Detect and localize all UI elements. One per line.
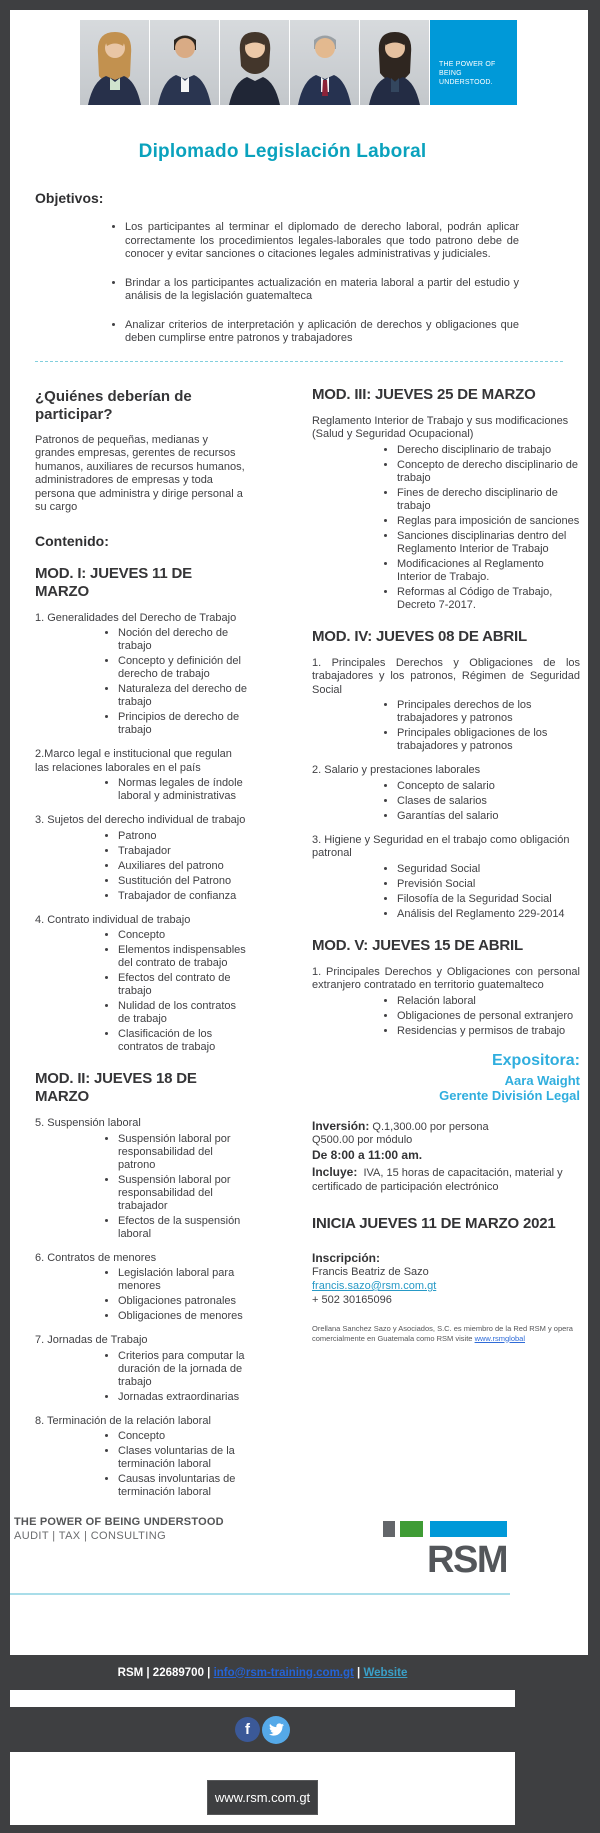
bullet-item: • Auxiliares del patrono (118, 860, 249, 873)
bullet-item: • Nulidad de los contratos de trabajo (118, 1000, 249, 1026)
facebook-icon[interactable]: f (235, 1717, 260, 1742)
bullet-item: • Relación laboral (397, 995, 580, 1008)
inversion-label: Inversión: (312, 1118, 370, 1133)
header-photo-strip (80, 20, 517, 105)
expositora-name: Aara Waight (504, 1072, 580, 1088)
logo-block-green (400, 1521, 423, 1537)
bullet-list (100, 777, 249, 803)
bullet-item: • Patrono (118, 830, 249, 843)
info-email-link[interactable]: info@rsm-training.com.gt (213, 1666, 354, 1679)
participate-heading: ¿Quiénes deberían de participar? (35, 387, 192, 423)
bullet-item: • Fines de derecho disciplinario de trabajo (397, 487, 580, 513)
start-date-heading: INICIA JUEVES 11 DE MARZO 2021 (312, 1215, 556, 1232)
module-title: MOD. I: JUEVES 11 DE MARZO (35, 564, 192, 600)
section-title: 3. Higiene y Seguridad en el trabajo como obligación patronal (312, 833, 570, 859)
module-title: MOD. IV: JUEVES 08 DE ABRIL (312, 627, 527, 645)
person-photo-3 (220, 20, 289, 105)
bullet-list (100, 1430, 249, 1499)
person-silhouette (150, 20, 219, 105)
section-title: 8. Terminación de la relación laboral (35, 1414, 211, 1427)
power-line-2: BEING UNDERSTOOD. (439, 70, 493, 86)
objetivos-list (107, 221, 519, 346)
section-title: 1. Principales Derechos y Obligaciones con personal extranjero contratado en territorio guatemalteco (312, 965, 580, 991)
incluye-line (312, 1166, 580, 1194)
module-title: MOD. III: JUEVES 25 DE MARZO (312, 385, 536, 403)
bullet-list (100, 1133, 249, 1241)
expositora-block (312, 1052, 580, 1103)
bullet-item: • Previsión Social (397, 878, 580, 891)
twitter-icon[interactable] (262, 1716, 290, 1744)
bullet-item: • Analizar criterios de interpretación y aplicación de derechos y obligaciones que deben cumplirse entre patronos y trabajadores (125, 319, 519, 346)
section-title: 1. Principales Derechos y Obligaciones de los trabajadores y los patronos, Régimen de Seguridad Social (312, 656, 580, 696)
bullet-item: • Residencias y permisos de trabajo (397, 1025, 580, 1038)
module-price: Q500.00 por módulo (312, 1134, 413, 1146)
bullet-list (379, 780, 580, 823)
bullet-item: • Concepto (118, 1430, 249, 1443)
power-line-1: THE POWER OF (439, 61, 496, 68)
bullet-item: • Efectos de la suspensión laboral (118, 1215, 249, 1241)
bullet-item: • Los participantes al terminar el diplomado de derecho laboral, podrán aplicar correctamente los procedimientos legales-laborales que todo patrono debe de conocer y evitar sanciones o citaciones legales administrativas y judiciales. (125, 221, 519, 262)
expositora-label: Expositora: (491, 1051, 580, 1069)
right-column-blocks (312, 386, 580, 1038)
bullet-item: • Derecho disciplinario de trabajo (397, 444, 580, 457)
person-silhouette (80, 20, 149, 105)
disclaimer-text: Orellana Sanchez Sazo y Asociados, S.C. es miembro de la Red RSM y opera comercialmente en Guatemala como RSM visite (312, 1324, 573, 1343)
section-title: 5. Suspensión laboral (35, 1117, 141, 1129)
bullet-item: • Suspensión laboral por responsabilidad del trabajador (118, 1174, 249, 1213)
inversion-value: Q.1,300.00 por persona (372, 1120, 489, 1133)
person-photo-5 (360, 20, 429, 105)
incluye-value: IVA, 15 horas de capacitación, material y certificado de participación electrónico (312, 1167, 563, 1193)
module-title: MOD. V: JUEVES 15 DE ABRIL (312, 936, 523, 954)
bullet-item: • Obligaciones de menores (118, 1310, 249, 1323)
contact-info-bar (0, 1655, 525, 1690)
section-title: 2.Marco legal e institucional que regulan las relaciones laborales en el país (35, 748, 232, 774)
bullet-item: • Reformas al Código de Trabajo, Decreto 7-2017. (397, 586, 580, 612)
white-strip (10, 1690, 515, 1707)
section-title: 6. Contratos de menores (35, 1251, 157, 1264)
inversion-line (312, 1120, 580, 1135)
power-of-being-understood-box (430, 20, 517, 105)
bullet-item: • Concepto (118, 929, 249, 942)
teal-divider (10, 1593, 510, 1595)
bullet-item: • Modificaciones al Reglamento Interior de Trabajo. (397, 558, 580, 584)
bullet-item: • Obligaciones patronales (118, 1295, 249, 1308)
person-silhouette (360, 20, 429, 105)
bullet-item: • Concepto de derecho disciplinario de trabajo (397, 459, 580, 485)
info-prefix: RSM | 22689700 | (117, 1666, 214, 1679)
website-button[interactable]: www.rsm.com.gt (207, 1780, 318, 1815)
rsm-logo-blocks (383, 1521, 507, 1537)
contact-name: Francis Beatriz de Sazo (312, 1266, 429, 1278)
rsmglobal-link[interactable]: www.rsmglobal (474, 1333, 525, 1343)
bullet-item: • Sustitución del Patrono (118, 875, 249, 888)
participate-text: Patronos de pequeñas, medianas y grandes empresas, gerentes de recursos humanos, auxiliares de recursos humanos, administradores de empresas y toda persona que administra y dirige personal a su cargo (35, 433, 245, 513)
contact-phone: + 502 30165096 (312, 1294, 392, 1306)
section-title: 3. Sujetos del derecho individual de trabajo (35, 814, 246, 826)
bullet-item: • Causas involuntarias de terminación laboral (118, 1473, 249, 1499)
bullet-item: • Noción del derecho de trabajo (118, 627, 249, 653)
section-title: 4. Contrato individual de trabajo (35, 913, 191, 926)
info-separator: | (353, 1666, 364, 1679)
disclaimer (312, 1324, 588, 1343)
bullet-list (100, 830, 249, 903)
objetivos-heading: Objetivos: (35, 190, 104, 206)
bullet-item: • Efectos del contrato de trabajo (118, 972, 249, 998)
section-title: 2. Salario y prestaciones laborales (312, 764, 481, 776)
bullet-item: • Análisis del Reglamento 229-2014 (397, 908, 580, 921)
incluye-label: Incluye: (312, 1165, 358, 1179)
pricing-block (312, 1120, 580, 1195)
bullet-item: • Filosofía de la Seguridad Social (397, 893, 580, 906)
bullet-item: • Clases de salarios (397, 795, 580, 808)
left-column-blocks (35, 565, 249, 1500)
bullet-item: • Naturaleza del derecho de trabajo (118, 683, 249, 709)
bullet-item: • Clasificación de los contratos de trabajo (118, 1028, 249, 1054)
person-photo-4 (290, 20, 359, 105)
bullet-item: • Trabajador (118, 845, 249, 858)
bullet-item: • Brindar a los participantes actualización en materia laboral a partir del estudio y análisis de la legislación guatemalteca (125, 277, 519, 304)
brand-tagline: THE POWER OF BEING UNDERSTOOD (14, 1516, 224, 1528)
person-photo-1 (80, 20, 149, 105)
bullet-list (100, 627, 249, 737)
content-columns (10, 362, 588, 1502)
bullet-item: • Reglas para imposición de sanciones (397, 515, 580, 528)
bottom-white-section (10, 1752, 515, 1825)
bullet-list (379, 863, 580, 921)
bullet-list (100, 1267, 249, 1323)
brand-services: AUDIT | TAX | CONSULTING (14, 1530, 167, 1542)
bullet-item: • Legislación laboral para menores (118, 1267, 249, 1293)
section-title: 1. Generalidades del Derecho de Trabajo (35, 611, 237, 624)
bullet-list (100, 929, 249, 1054)
bullet-item: • Trabajador de confianza (118, 890, 249, 903)
expositora-role: Gerente División Legal (439, 1087, 580, 1103)
module-title: MOD. II: JUEVES 18 DE MARZO (35, 1070, 197, 1105)
bullet-item: • Concepto y definición del derecho de trabajo (118, 655, 249, 681)
person-silhouette (290, 20, 359, 105)
bullet-item: • Clases voluntarias de la terminación laboral (118, 1445, 249, 1471)
right-column (312, 374, 580, 1502)
brand-row (14, 1516, 224, 1542)
bullet-item: • Obligaciones de personal extranjero (397, 1010, 580, 1023)
bullet-list (379, 995, 580, 1038)
inscription-label: Inscripción: (312, 1251, 381, 1265)
social-row (0, 1707, 525, 1752)
bullet-item: • Suspensión laboral por responsabilidad del patrono (118, 1133, 249, 1172)
section-title: Reglamento Interior de Trabajo y sus modificaciones (Salud y Seguridad Ocupacional) (312, 414, 569, 440)
bullet-list (379, 444, 580, 612)
bullet-item: • Principales obligaciones de los trabajadores y patronos (397, 727, 580, 753)
left-column (35, 374, 249, 1502)
bullet-item: • Garantías del salario (397, 810, 580, 823)
bullet-item: • Normas legales de índole laboral y administrativas (118, 777, 249, 803)
email-body (10, 10, 588, 1655)
bullet-list (379, 699, 580, 753)
page-title: Diplomado Legislación Laboral (138, 141, 427, 162)
logo-block-blue (430, 1521, 507, 1537)
bullet-item: • Principios de derecho de trabajo (118, 711, 249, 737)
person-photo-2 (150, 20, 219, 105)
bullet-item: • Sanciones disciplinarias dentro del Reglamento Interior de Trabajo (397, 530, 580, 556)
section-title: 7. Jornadas de Trabajo (35, 1334, 148, 1346)
twitter-bird-glyph (269, 1722, 284, 1737)
schedule: De 8:00 a 11:00 am. (312, 1147, 423, 1162)
contenido-heading: Contenido: (35, 532, 109, 549)
contact-email-link[interactable]: francis.sazo@rsm.com.gt (312, 1280, 437, 1292)
bullet-item: • Criterios para computar la duración de la jornada de trabajo (118, 1350, 249, 1389)
bullet-list (100, 1350, 249, 1404)
bullet-item: • Jornadas extraordinarias (118, 1391, 249, 1404)
bullet-item: • Principales derechos de los trabajadores y patronos (397, 699, 580, 725)
bullet-item: • Elementos indispensables del contrato de trabajo (118, 944, 249, 970)
bullet-item: • Seguridad Social (397, 863, 580, 876)
website-link[interactable]: Website (363, 1666, 408, 1679)
person-silhouette (220, 20, 289, 105)
bullet-item: • Concepto de salario (397, 780, 580, 793)
logo-block-gray (383, 1521, 395, 1537)
rsm-logo-text: RSM (427, 1539, 507, 1581)
inscription-block (312, 1251, 580, 1307)
